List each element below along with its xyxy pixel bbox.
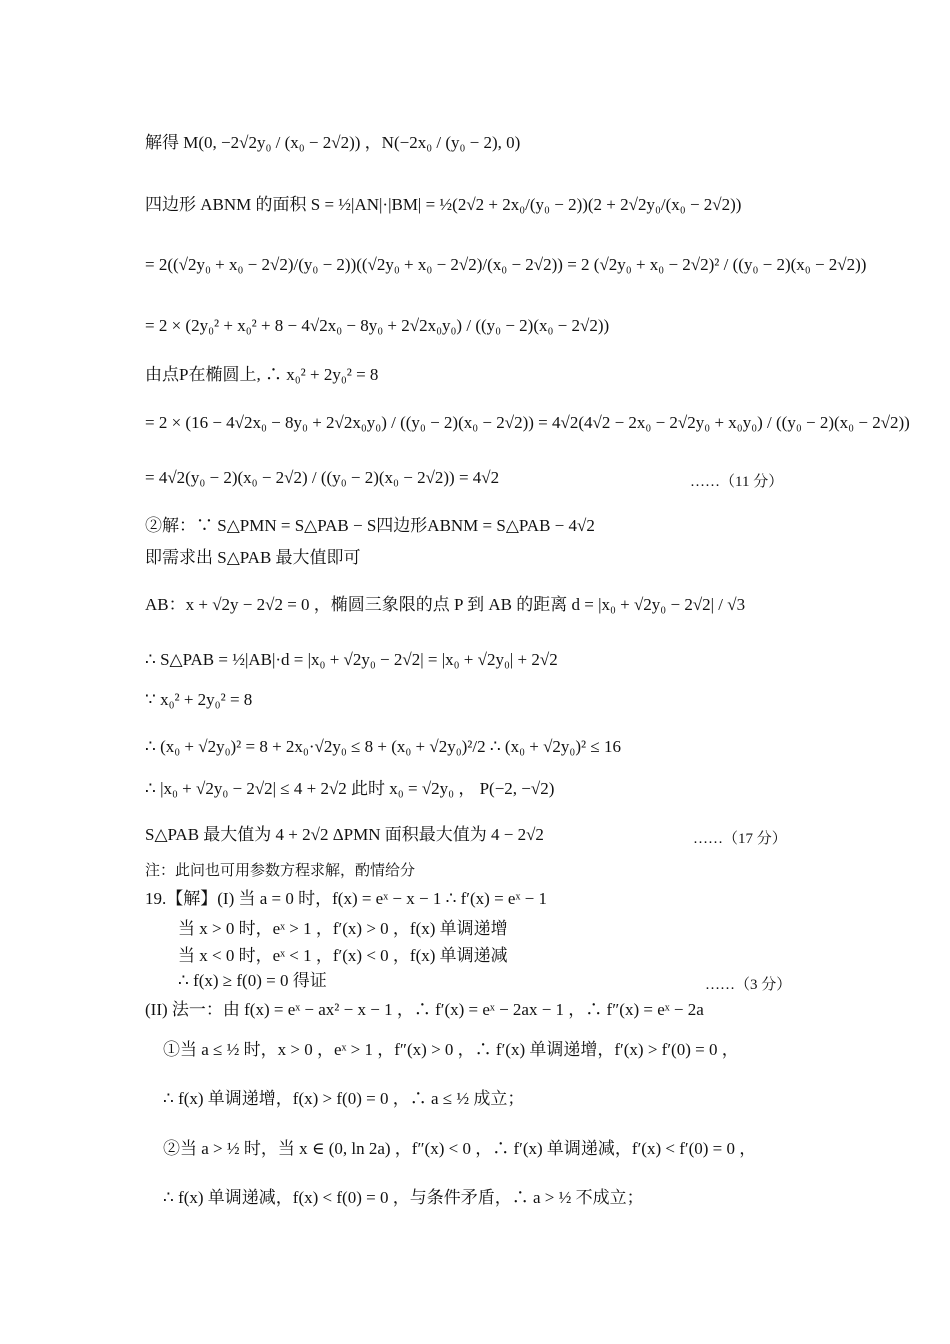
line-max-values: S△PAB 最大值为 4 + 2√2 ΔPMN 面积最大值为 4 − 2√2 [145, 825, 544, 844]
line-ellipse-condition: 由点P在椭圆上, ∴ x₀² + 2y₀² = 8 [145, 365, 379, 384]
line-case1: ①当 a ≤ ½ 时，x > 0 ，eˣ > 1 ，f″(x) > 0 ，∴ f′(x) 单调递增，f′(x) > f′(0) = 0 ， [163, 1040, 739, 1059]
line-inequality: ∴ (x₀ + √2y₀)² = 8 + 2x₀·√2y₀ ≤ 8 + (x₀ + √2y₀)²/2 ∴ (x₀ + √2y₀)² ≤ 16 [145, 737, 621, 756]
line-bound: ∴ |x₀ + √2y₀ − 2√2| ≤ 4 + 2√2 此时 x₀ = √2y₀ ， P(−2, −√2) [145, 779, 555, 798]
line-constraint: ∵ x₀² + 2y₀² = 8 [145, 690, 253, 709]
line-ab-distance: AB：x + √2y − 2√2 = 0 ，椭圆三象限的点 P 到 AB 的距离 d = |x₀ + √2y₀ − 2√2| / √3 [145, 595, 746, 614]
line-area-step3: = 2 × (2y₀² + x₀² + 8 − 4√2x₀ − 8y₀ + 2√2x₀y₀) / ((y₀ − 2)(x₀ − 2√2)) [145, 316, 610, 335]
line-note: 注：此问也可用参数方程求解，酌情给分 [145, 863, 416, 879]
line-q19-part1: 19.【解】(I) 当 a = 0 时，f(x) = eˣ − x − 1 ∴ f′(x) = eˣ − 1 [145, 889, 547, 908]
line-s-pab: ∴ S△PAB = ½|AB|·d = |x₀ + √2y₀ − 2√2| = |x₀ + √2y₀| + 2√2 [145, 650, 558, 669]
line-need-max: 即需求出 S△PAB 最大值即可 [145, 548, 361, 567]
line-area-step4: = 2 × (16 − 4√2x₀ − 8y₀ + 2√2x₀y₀) / ((y₀ − 2)(x₀ − 2√2)) = 4√2(4√2 − 2x₀ − 2√2y₀ + x₀y₀) / ((y₀ − 2)(x₀ − 2√2)) [145, 413, 910, 432]
score-tag-3: ……（3 分） [705, 977, 792, 993]
line-part2-intro: ②解：∵ S△PMN = S△PAB − S四边形ABNM = S△PAB − 4√2 [145, 516, 595, 535]
line-x-positive: 当 x > 0 时，eˣ > 1 ，f′(x) > 0 ，f(x) 单调递增 [178, 919, 508, 938]
line-case2-conclusion: ∴ f(x) 单调递减，f(x) < f(0) = 0 ，与条件矛盾，∴ a > ½ 不成立； [163, 1188, 644, 1207]
score-tag-17: ……（17 分） [693, 831, 787, 847]
line-proven: ∴ f(x) ≥ f(0) = 0 得证 [178, 971, 327, 990]
line-solve-m-n: 解得 M(0, −2√2y₀ / (x₀ − 2√2)) ，N(−2x₀ / (y₀ − 2), 0) [145, 133, 521, 152]
line-area-step2: = 2((√2y₀ + x₀ − 2√2)/(y₀ − 2))((√2y₀ + x₀ − 2√2)/(x₀ − 2√2)) = 2 (√2y₀ + x₀ − 2√2)² / ((y₀ − 2)(x₀ − 2√2)) [145, 255, 867, 274]
line-area-result: = 4√2(y₀ − 2)(x₀ − 2√2) / ((y₀ − 2)(x₀ − 2√2)) = 4√2 [145, 468, 500, 487]
line-case2: ②当 a > ½ 时，当 x ∈ (0, ln 2a) ，f″(x) < 0 ，∴ f′(x) 单调递减，f′(x) < f′(0) = 0 ， [163, 1139, 757, 1158]
line-x-negative: 当 x < 0 时，eˣ < 1 ，f′(x) < 0 ，f(x) 单调递减 [178, 946, 508, 965]
line-area-abnm: 四边形 ABNM 的面积 S = ½|AN|·|BM| = ½(2√2 + 2x₀/(y₀ − 2))(2 + 2√2y₀/(x₀ − 2√2)) [145, 195, 742, 214]
score-tag-11: ……（11 分） [690, 474, 784, 490]
line-case1-conclusion: ∴ f(x) 单调递增，f(x) > f(0) = 0 ，∴ a ≤ ½ 成立； [163, 1089, 525, 1108]
line-part2-method1: (II) 法一：由 f(x) = eˣ − ax² − x − 1 ，∴ f′(x) = eˣ − 2ax − 1 ，∴ f″(x) = eˣ − 2a [145, 1000, 704, 1019]
